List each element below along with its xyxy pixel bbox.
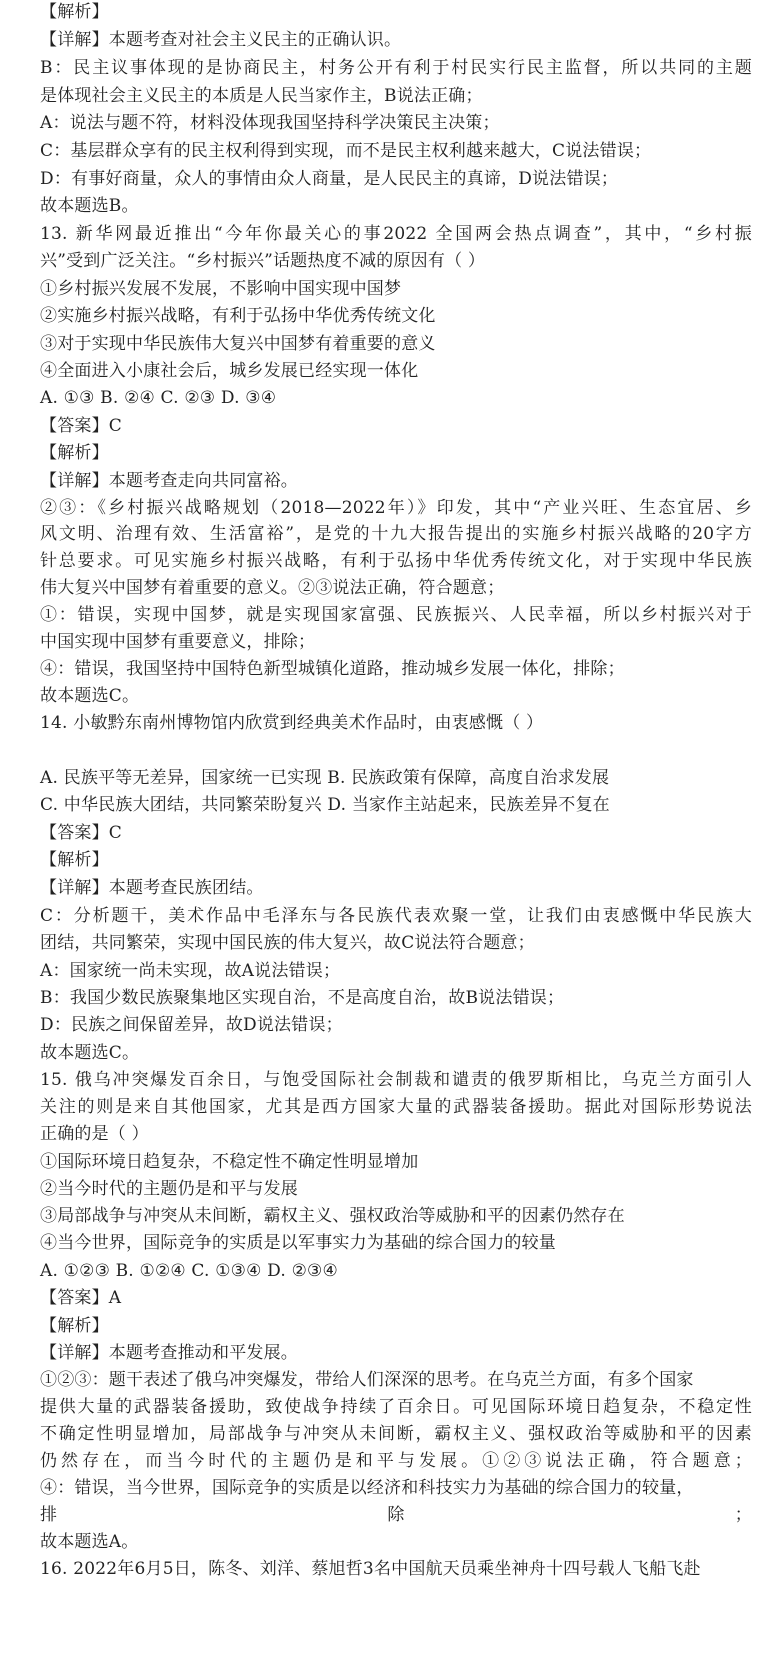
text-line: 【解析】 (40, 1316, 109, 1336)
text-line: 兴”受到广泛关注。“乡村振兴”话题热度不减的原因有（ ） (40, 251, 486, 271)
text-line: 团结，共同繁荣，实现中国民族的伟大复兴，故C说法符合题意； (40, 933, 535, 953)
text-line: B：民主议事体现的是协商民主，村务公开有利于村民实行民主监督，所以共同的主题 (40, 58, 752, 78)
text-line: ①国际环境日趋复杂，不稳定性不确定性明显增加 (40, 1152, 419, 1172)
text-line: ①：错误，实现中国梦，就是实现国家富强、民族振兴、人民幸福，所以乡村振兴对于 (40, 605, 752, 625)
text-line: 【详解】本题考查走向共同富裕。 (40, 471, 298, 491)
text-line: ①②③：题干表述了俄乌冲突爆发，带给人们深深的思考。在乌克兰方面，有多个国家 (40, 1370, 694, 1390)
text-line: B：我国少数民族聚集地区实现自治，不是高度自治，故B说法错误； (40, 988, 565, 1008)
text-line: A. ①②③ B. ①②④ C. ①③④ D. ②③④ (40, 1261, 338, 1281)
text-line: A：国家统一尚未实现，故A说法错误； (40, 961, 341, 981)
text-line: 【详解】本题考查民族团结。 (40, 878, 264, 898)
text-line: 排除； (40, 1505, 752, 1525)
text-line: D：民族之间保留差异，故D说法错误； (40, 1015, 343, 1035)
text-line: A. ①③ B. ②④ C. ②③ D. ③④ (40, 388, 277, 408)
text-line: 【答案】C (40, 416, 123, 436)
text-line: 伟大复兴中国梦有着重要的意义。②③说法正确，符合题意； (40, 578, 505, 598)
text-line: 针总要求。可见实施乡村振兴战略，有利于弘扬中华优秀传统文化，对于实现中华民族 (40, 551, 752, 571)
text-line: ③对于实现中华民族伟大复兴中国梦有着重要的意义 (40, 334, 436, 354)
text-line: 提供大量的武器装备援助，致使战争持续了百余日。可见国际环境日趋复杂，不稳定性 (40, 1397, 752, 1417)
text-line: 【答案】C (40, 823, 123, 843)
text-line: 正确的是（ ） (40, 1124, 149, 1144)
text-line: 关注的则是来自其他国家，尤其是西方国家大量的武器装备援助。据此对国际形势说法 (40, 1097, 752, 1117)
text-line: 【详解】本题考查推动和平发展。 (40, 1343, 298, 1363)
text-line: A：说法与题不符，材料没体现我国坚持科学决策民主决策； (40, 113, 500, 133)
text-line: 【详解】本题考查对社会主义民主的正确认识。 (40, 30, 402, 50)
text-line: 故本题选C。 (40, 686, 140, 706)
text-line: C：基层群众享有的民主权利得到实现，而不是民主权利越来越大，C说法错误； (40, 141, 652, 161)
text-line: 13. 新华网最近推出“今年你最关心的事2022 全国两会热点调查”，其中，“乡村振 (40, 224, 752, 244)
text-line: ④：错误，我国坚持中国特色新型城镇化道路，推动城乡发展一体化，排除； (40, 659, 625, 679)
text-line: ①乡村振兴发展不发展，不影响中国实现中国梦 (40, 279, 402, 299)
text-line: ②当今时代的主题仍是和平与发展 (40, 1179, 298, 1199)
text-line: 【解析】 (40, 850, 109, 870)
text-line: 【解析】 (40, 2, 109, 22)
text-line: 故本题选B。 (40, 196, 139, 216)
text-line: 中国实现中国梦有重要意义，排除； (40, 632, 316, 652)
text-line: C：分析题干，美术作品中毛泽东与各民族代表欢聚一堂，让我们由衷感慨中华民族大 (40, 906, 752, 926)
text-line: 是体现社会主义民主的本质是人民当家作主，B说法正确； (40, 86, 483, 106)
text-line: ③局部战争与冲突从未间断，霸权主义、强权政治等威胁和平的因素仍然存在 (40, 1206, 625, 1226)
text-line: D：有事好商量，众人的事情由众人商量，是人民民主的真谛，D说法错误； (40, 169, 619, 189)
text-line: 故本题选C。 (40, 1043, 140, 1063)
text-line: 16. 2022年6月5日，陈冬、刘洋、蔡旭哲3名中国航天员乘坐神舟十四号载人飞船飞赴 (40, 1559, 701, 1579)
text-line: ④当今世界，国际竞争的实质是以军事实力为基础的综合国力的较量 (40, 1233, 556, 1253)
text-line: ④全面进入小康社会后，城乡发展已经实现一体化 (40, 361, 419, 381)
text-line: ②③：《乡村振兴战略规划（2018—2022年）》印发，其中“产业兴旺、生态宜居、乡 (40, 498, 752, 518)
text-line: 14. 小敏黔东南州博物馆内欣赏到经典美术作品时，由衷感慨（ ） (40, 713, 544, 733)
text-line: C. 中华民族大团结，共同繁荣盼复兴 D. 当家作主站起来，民族差异不复在 (40, 795, 610, 815)
text-line: 风文明、治理有效、生活富裕”，是党的十九大报告提出的实施乡村振兴战略的20字方 (40, 524, 752, 544)
text-line: 【答案】A (40, 1288, 122, 1308)
text-line: 故本题选A。 (40, 1532, 139, 1552)
text-line: 仍然存在，而当今时代的主题仍是和平与发展。①②③说法正确，符合题意； (40, 1451, 752, 1471)
text-line: ②实施乡村振兴战略，有利于弘扬中华优秀传统文化 (40, 306, 436, 326)
text-line: 【解析】 (40, 443, 109, 463)
text-line: 不确定性明显增加，局部战争与冲突从未间断，霸权主义、强权政治等威胁和平的因素 (40, 1424, 752, 1444)
text-line: ④：错误，当今世界，国际竞争的实质是以经济和科技实力为基础的综合国力的较量， (40, 1478, 694, 1498)
text-line: 15. 俄乌冲突爆发百余日，与饱受国际社会制裁和谴责的俄罗斯相比，乌克兰方面引人 (40, 1070, 752, 1090)
text-line: A. 民族平等无差异，国家统一已实现 B. 民族政策有保障，高度自治求发展 (40, 768, 610, 788)
